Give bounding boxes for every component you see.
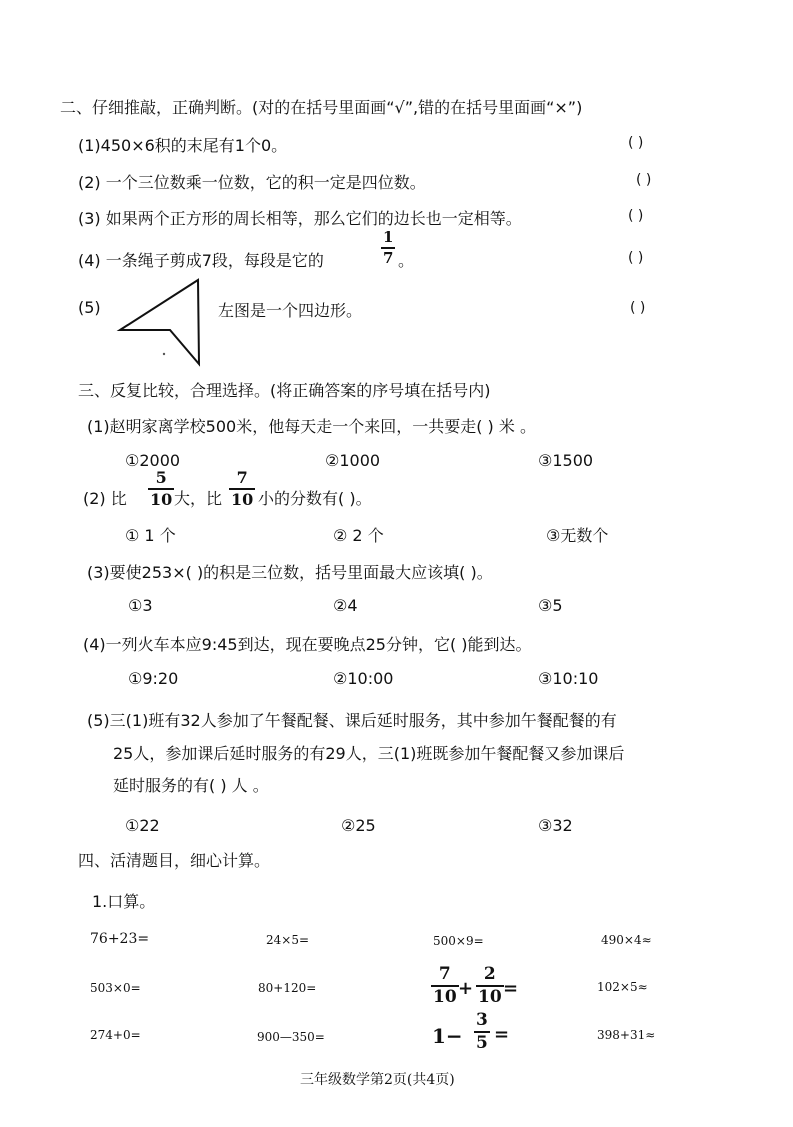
choice-q1-option-a[interactable]: ①2000 bbox=[125, 451, 181, 470]
fraction-denominator: 10 bbox=[150, 490, 173, 509]
choice-q4-option-b[interactable]: ②10:00 bbox=[333, 669, 394, 688]
stray-dot bbox=[163, 353, 165, 355]
judge-item-5-number: (5) bbox=[78, 298, 101, 317]
judge-item-2: (2) 一个三位数乘一位数，它的积一定是四位数。 bbox=[78, 173, 426, 192]
judge-item-4: (4) 一条绳子剪成7段，每段是它的 bbox=[78, 251, 324, 270]
calc-r3-a: 274+0= bbox=[90, 1028, 141, 1042]
choice-q5-line3: 延时服务的有( ) 人 。 bbox=[113, 776, 269, 795]
judge-blank-4[interactable]: ( ) bbox=[628, 250, 644, 266]
judge-item-1: (1)450×6积的末尾有1个0。 bbox=[78, 136, 288, 155]
section4-subheading: 1.口算。 bbox=[92, 892, 156, 911]
choice-q2-option-c[interactable]: ③无数个 bbox=[546, 526, 609, 545]
choice-q4: (4)一列火车本应9:45到达，现在要晚点25分钟，它( )能到达。 bbox=[83, 635, 532, 654]
equals-sign: = bbox=[503, 978, 519, 999]
calc-r1-c: 500×9= bbox=[433, 934, 484, 948]
choice-q2-option-a[interactable]: ① 1 个 bbox=[125, 526, 176, 545]
choice-q2-mid: 大，比 bbox=[174, 489, 223, 508]
fraction-seven-tenths bbox=[229, 470, 255, 508]
one-minus: 1− bbox=[432, 1024, 463, 1048]
fraction-denominator: 7 bbox=[383, 249, 394, 267]
fraction-numerator: 3 bbox=[476, 1010, 488, 1030]
quadrilateral-figure bbox=[115, 275, 210, 367]
choice-q3-option-a[interactable]: ①3 bbox=[128, 596, 153, 615]
choice-q5-line1: (5)三(1)班有32人参加了午餐配餐、课后延时服务，其中参加午餐配餐的有 bbox=[87, 711, 617, 730]
fraction-denominator: 10 bbox=[478, 987, 502, 1007]
choice-q1-option-c[interactable]: ③1500 bbox=[538, 451, 594, 470]
fraction-numerator: 5 bbox=[155, 468, 167, 487]
choice-q5-option-b[interactable]: ②25 bbox=[341, 816, 376, 835]
choice-q3: (3)要使253×( )的积是三位数，括号里面最大应该填( )。 bbox=[87, 563, 493, 582]
fraction-five-tenths bbox=[148, 470, 174, 508]
choice-q2-post: 小的分数有( )。 bbox=[258, 489, 372, 508]
judge-blank-1[interactable]: ( ) bbox=[628, 135, 644, 151]
choice-q4-option-c[interactable]: ③10:10 bbox=[538, 669, 599, 688]
equals-sign-2: = bbox=[494, 1024, 510, 1045]
plus-sign: + bbox=[458, 978, 474, 999]
calc-r2-a: 503×0= bbox=[90, 981, 141, 995]
calc-r2-b: 80+120= bbox=[258, 981, 317, 995]
calc-r1-a: 76+23= bbox=[90, 931, 150, 947]
section3-heading: 三、反复比较，合理选择。(将正确答案的序号填在括号内) bbox=[78, 381, 491, 400]
judge-blank-5[interactable]: ( ) bbox=[630, 300, 646, 316]
fraction-denominator: 10 bbox=[231, 490, 254, 509]
fraction-seven-tenths-calc bbox=[431, 966, 459, 1006]
judge-item-4-tail: 。 bbox=[398, 251, 415, 270]
calc-r2-d: 102×5≈ bbox=[597, 980, 648, 994]
section2-heading: 二、仔细推敲，正确判断。(对的在括号里面画“√”,错的在括号里面画“×”) bbox=[60, 98, 583, 117]
section4-heading: 四、活清题目，细心计算。 bbox=[78, 851, 271, 870]
fraction-denominator: 5 bbox=[476, 1033, 488, 1053]
choice-q5-line2: 25人，参加课后延时服务的有29人，三(1)班既参加午餐配餐又参加课后 bbox=[113, 744, 625, 763]
judge-item-5-text: 左图是一个四边形。 bbox=[218, 301, 363, 320]
calc-r1-b: 24×5= bbox=[266, 933, 310, 947]
fraction-numerator: 7 bbox=[236, 468, 248, 487]
judge-blank-2[interactable]: ( ) bbox=[636, 172, 652, 188]
fraction-numerator: 2 bbox=[483, 964, 496, 984]
calc-r1-d: 490×4≈ bbox=[601, 933, 652, 947]
quadrilateral-shape bbox=[120, 280, 199, 364]
judge-item-3: (3) 如果两个正方形的周长相等，那么它们的边长也一定相等。 bbox=[78, 209, 522, 228]
judge-blank-3[interactable]: ( ) bbox=[628, 208, 644, 224]
fraction-denominator: 10 bbox=[433, 987, 457, 1007]
choice-q3-option-c[interactable]: ③5 bbox=[538, 596, 563, 615]
calc-r3-b: 900—350= bbox=[257, 1030, 325, 1044]
choice-q1-option-b[interactable]: ②1000 bbox=[325, 451, 381, 470]
fraction-one-seventh bbox=[381, 230, 395, 266]
calc-r3-d: 398+31≈ bbox=[597, 1028, 656, 1042]
choice-q3-option-b[interactable]: ②4 bbox=[333, 596, 358, 615]
page-footer: 三年级数学第2页(共4页) bbox=[300, 1072, 455, 1088]
fraction-two-tenths-calc bbox=[476, 966, 504, 1006]
choice-q2-option-b[interactable]: ② 2 个 bbox=[333, 526, 384, 545]
choice-q4-option-a[interactable]: ①9:20 bbox=[128, 669, 179, 688]
choice-q2-pre: (2) 比 bbox=[83, 489, 127, 508]
fraction-numerator: 1 bbox=[383, 228, 394, 246]
choice-q5-option-c[interactable]: ③32 bbox=[538, 816, 573, 835]
choice-q5-option-a[interactable]: ①22 bbox=[125, 816, 160, 835]
fraction-numerator: 7 bbox=[438, 964, 451, 984]
fraction-three-fifths bbox=[474, 1012, 490, 1052]
choice-q1: (1)赵明家离学校500米，他每天走一个来回，一共要走( ) 米 。 bbox=[87, 417, 536, 436]
